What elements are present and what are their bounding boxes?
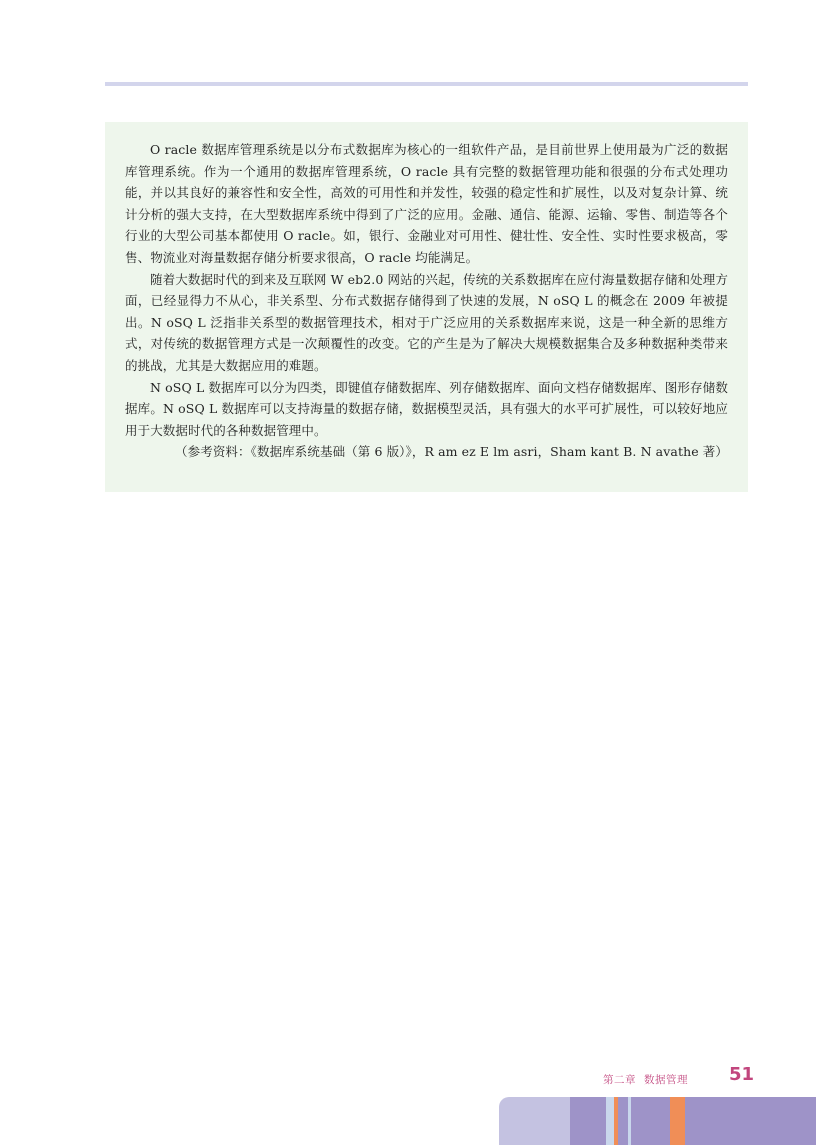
- sidebar-note-box: [105, 122, 748, 492]
- paragraph-nosql-types: N oSQ L 数据库可以分为四类，即键值存储数据库、列存储数据库、面向文档存储数据库、图形存储数据库。N oSQ L 数据库可以支持海量的数据存储，数据模型灵活，具有强大的水平可扩展性，可以较好地应用于大数据时代的各种数据管理中。: [125, 379, 728, 438]
- chapter-title: 数据管理: [644, 1074, 688, 1086]
- top-divider: [105, 82, 748, 86]
- band-stripe: [570, 1097, 606, 1145]
- band-stripe: [631, 1097, 670, 1145]
- band-stripe: [499, 1097, 570, 1145]
- decorative-color-band: [499, 1097, 816, 1145]
- running-footer: [603, 1072, 688, 1087]
- band-stripe: [606, 1097, 614, 1145]
- band-stripe: [670, 1097, 685, 1145]
- band-stripe: [685, 1097, 816, 1145]
- band-stripe: [618, 1097, 628, 1145]
- chapter-label: 第二章: [603, 1074, 636, 1086]
- paragraph-nosql-intro: 随着大数据时代的到来及互联网 W eb2.0 网站的兴起，传统的关系数据库在应付海量数据存储和处理方面，已经显得力不从心，非关系型、分布式数据存储得到了快速的发展，N oSQ L 的概念在 2009 年被提出。N oSQ L 泛指非关系型的数据管理技术，相对于广泛应用的关系数据库来说，这是一种全新的思维方式，对传统的数据管理方式是一次颠覆性的改变。它的产生是为了解决大规模数据集合及多种数据种类带来的挑战，尤其是大数据应用的难题。: [125, 271, 728, 373]
- reference-citation: （参考资料：《数据库系统基础（第 6 版）》，R am ez E lm asri，Sham kant B. N avathe 著）: [175, 444, 728, 460]
- page-number: 51: [729, 1064, 755, 1085]
- paragraph-oracle: O racle 数据库管理系统是以分布式数据库为核心的一组软件产品，是目前世界上使用最为广泛的数据库管理系统。作为一个通用的数据库管理系统，O racle 具有完整的数据管理功能和很强的分布式处理功能，并以其良好的兼容性和安全性，高效的可用性和并发性，较强的稳定性和扩展性，以及对复杂计算、统计分析的强大支持，在大型数据库系统中得到了广泛的应用。金融、通信、能源、运输、零售、制造等各个行业的大型公司基本都使用 O racle。如，银行、金融业对可用性、健壮性、安全性、实时性要求极高，零售、物流业对海量数据存储分析要求很高，O racle 均能满足。: [125, 142, 728, 265]
